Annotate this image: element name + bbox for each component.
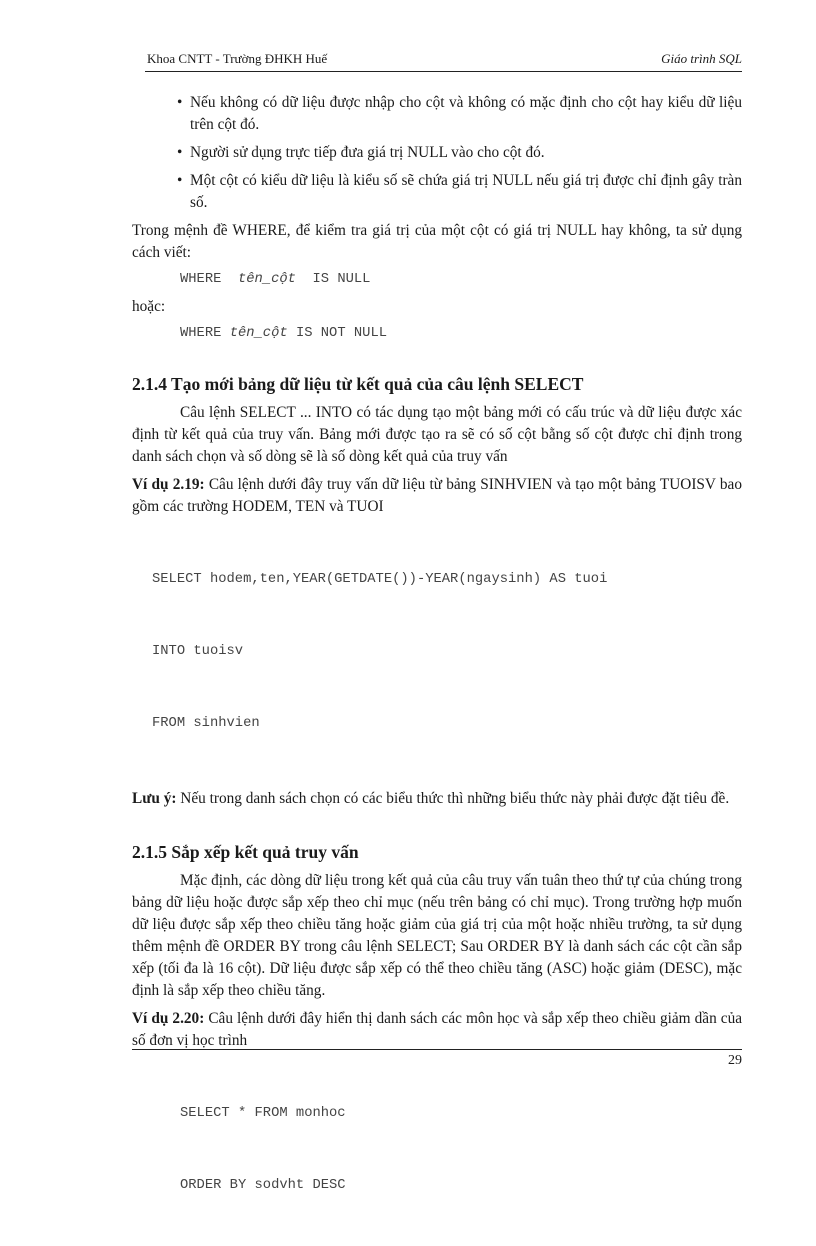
code-line: SELECT hodem,ten,YEAR(GETDATE())-YEAR(ngaysinh) AS tuoi [152,572,608,587]
code-column: tên_cột [229,326,288,341]
header-left: Khoa CNTT - Trường ĐHKH Huế [147,51,328,66]
bullet-item: • Nếu không có dữ liệu được nhập cho cột và không có mặc định cho cột hay kiểu dữ liệu trên cột đó. [132,92,742,136]
hoac-text: hoặc: [132,298,166,315]
example-label: Ví dụ 2.20: [132,1010,205,1027]
example-label: Ví dụ 2.19: [132,476,205,493]
content [132,92,742,1246]
code-line: FROM sinhvien [152,716,260,731]
section2-paragraph: Mặc định, các dòng dữ liệu trong kết quả của câu truy vấn tuân theo thứ tự của chúng trong bảng dữ liệu hoặc được sắp xếp theo chỉ mục (nếu trên bảng có chỉ mục). Trong trường hợp muốn dữ liệu được sắp xếp theo chiều tăng hoặc giảm của giá trị của một hoặc nhiều trường, ta sử dụng thêm mệnh đề ORDER BY trong câu lệnh SELECT; Sau ORDER BY là danh sách các cột cần sắp xếp (tối đa là 16 cột). Dữ liệu được sắp xếp có thể theo chiều tăng (ASC) hoặc giảm (DESC), mặc định là sắp xếp theo chiều tăng. [132,872,742,999]
code-line: SELECT * FROM monhoc [180,1106,346,1121]
note [132,788,742,810]
code-where-not-null [180,322,742,346]
code-block-select-into [152,520,742,784]
header-right: Giáo trình SQL [661,51,742,66]
section-title-2-1-5: 2.1.5 Sắp xếp kết quả truy vấn [132,842,359,862]
example-text: Câu lệnh dưới đây truy vấn dữ liệu từ bảng SINHVIEN và tạo một bảng TUOISV bao gồm các trường HODEM, TEN và TUOI [132,476,742,515]
code-rest: IS NOT NULL [295,326,388,341]
code-keyword: WHERE [180,272,222,287]
code-rest: IS NULL [312,272,371,287]
note-text: Nếu trong danh sách chọn có các biểu thức thì những biểu thức này phải được đặt tiêu đề. [180,790,730,807]
example-2-20 [132,1008,742,1052]
footer-divider [132,1049,742,1050]
example-text: Câu lệnh dưới đây hiển thị danh sách các môn học và sắp xếp theo chiều giảm dần của số đơn vị học trình [132,1010,743,1049]
bullet-list [132,92,742,214]
section1-paragraph: Câu lệnh SELECT ... INTO có tác dụng tạo một bảng mới có cấu trúc và dữ liệu được xác định từ kết quả của truy vấn. Bảng mới được tạo ra sẽ có số cột bằng số cột được chỉ định trong danh sách chọn và số dòng sẽ là số dòng kết quả của truy vấn [132,404,742,465]
where-intro: Trong mệnh đề WHERE, để kiểm tra giá trị của một cột có giá trị NULL hay không, ta sử dụng cách viết: [132,222,742,261]
section-title-2-1-4: 2.1.4 Tạo mới bảng dữ liệu từ kết quả của câu lệnh SELECT [132,374,584,394]
code-line: ORDER BY sodvht DESC [180,1178,346,1193]
code-keyword: WHERE [180,326,222,341]
note-label: Lưu ý: [132,790,177,807]
code-where-null [180,268,742,292]
example-2-19 [132,474,742,518]
code-line: INTO tuoisv [152,644,244,659]
page [132,0,743,1193]
bullet-item: • Một cột có kiểu dữ liệu là kiểu số sẽ chứa giá trị NULL nếu giá trị được chỉ định gây tràn số. [132,170,742,214]
page-number: 29 [728,1053,742,1068]
bullet-item: • Người sử dụng trực tiếp đưa giá trị NULL vào cho cột đó. [132,142,742,164]
page-header [145,51,742,72]
code-block-order-by [180,1054,742,1246]
code-column: tên_cột [237,272,296,287]
